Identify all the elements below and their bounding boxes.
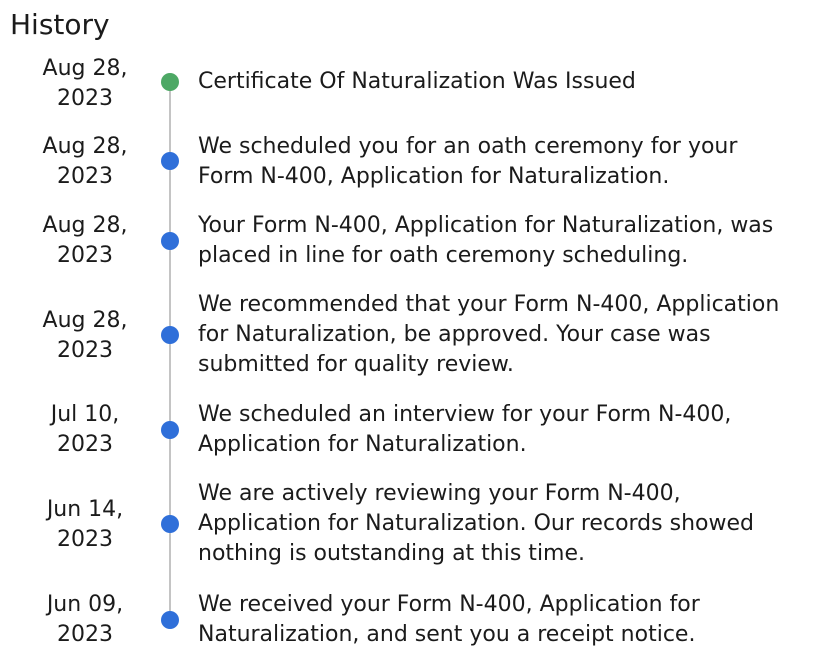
- event-date-month-day: Aug 28,: [42, 308, 128, 333]
- status-dot-icon: [161, 326, 179, 344]
- event-date-year: 2023: [57, 243, 113, 268]
- event-date-year: 2023: [57, 338, 113, 363]
- event-description: Your Form N-400, Application for Naturalization, was placed in line for oath ceremony scheduling.: [198, 213, 774, 268]
- event-date: [30, 54, 140, 114]
- status-dot-icon: [161, 152, 179, 170]
- event-date-month-day: Aug 28,: [42, 56, 128, 81]
- event-date: [30, 211, 140, 271]
- event-date-year: 2023: [57, 622, 113, 647]
- event-description: We scheduled an interview for your Form N-400, Application for Naturalization.: [198, 402, 732, 457]
- event-date-month-day: Aug 28,: [42, 213, 128, 238]
- event-description: We scheduled you for an oath ceremony for your Form N-400, Application for Naturalization.: [198, 134, 738, 189]
- event-date-year: 2023: [57, 432, 113, 457]
- event-description: We recommended that your Form N-400, Application for Naturalization, be approved. Your case was submitted for quality review.: [198, 292, 780, 377]
- status-dot-icon: [161, 421, 179, 439]
- status-dot-icon: [161, 611, 179, 629]
- event-date-year: 2023: [57, 86, 113, 111]
- status-dot-icon: [161, 232, 179, 250]
- event-date-year: 2023: [57, 164, 113, 189]
- status-dot-icon: [161, 73, 179, 91]
- event-description: Certificate Of Naturalization Was Issued: [198, 69, 636, 94]
- event-description: We are actively reviewing your Form N-400, Application for Naturalization. Our records showed nothing is outstanding at this time.: [198, 481, 754, 566]
- event-date-month-day: Jun 09,: [46, 592, 124, 617]
- event-date: [30, 590, 140, 650]
- event-date-month-day: Aug 28,: [42, 134, 128, 159]
- status-dot-icon: [161, 515, 179, 533]
- history-title: History: [10, 8, 110, 41]
- event-date: [30, 132, 140, 192]
- event-description: We received your Form N-400, Application for Naturalization, and sent you a receipt notice.: [198, 592, 700, 647]
- event-date-month-day: Jul 10,: [50, 402, 120, 427]
- event-date-month-day: Jun 14,: [46, 497, 124, 522]
- event-date: [30, 400, 140, 460]
- event-date-year: 2023: [57, 527, 113, 552]
- event-date: [30, 495, 140, 555]
- event-date: [30, 306, 140, 366]
